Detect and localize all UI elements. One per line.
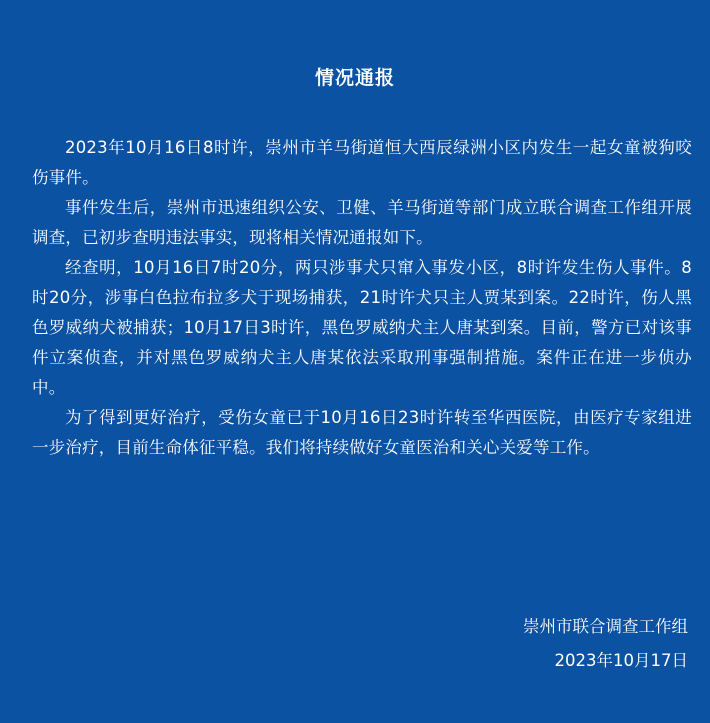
paragraph-incident: 2023年10月16日8时许，崇州市羊马街道恒大西辰绿洲小区内发生一起女童被狗咬伤事件。 (32, 138, 692, 187)
signature-block (523, 612, 688, 676)
notice-body (32, 133, 692, 463)
signature-date: 2023年10月17日 (554, 651, 688, 670)
paragraph-treatment: 为了得到更好治疗，受伤女童已于10月16日23时许转至华西医院，由医疗专家组进一步治疗，目前生命体征平稳。我们将持续做好女童医治和关心关爱等工作。 (32, 408, 692, 457)
paragraph-investigation: 事件发生后，崇州市迅速组织公安、卫健、羊马街道等部门成立联合调查工作组开展调查，已初步查明违法事实，现将相关情况通报如下。 (32, 198, 692, 247)
signature-organization: 崇州市联合调查工作组 (523, 617, 688, 636)
paragraph-findings: 经查明，10月16日7时20分，两只涉事犬只窜入事发小区，8时许发生伤人事件。8时20分，涉事白色拉布拉多犬于现场捕获，21时许犬只主人贾某到案。22时许，伤人黑色罗威纳犬被捕获；10月17日3时许，黑色罗威纳犬主人唐某到案。目前，警方已对该事件立案侦查，并对黑色罗威纳犬主人唐某依法采取刑事强制措施。案件正在进一步侦办中。 (32, 258, 692, 397)
notice-title: 情况通报 (314, 67, 395, 89)
